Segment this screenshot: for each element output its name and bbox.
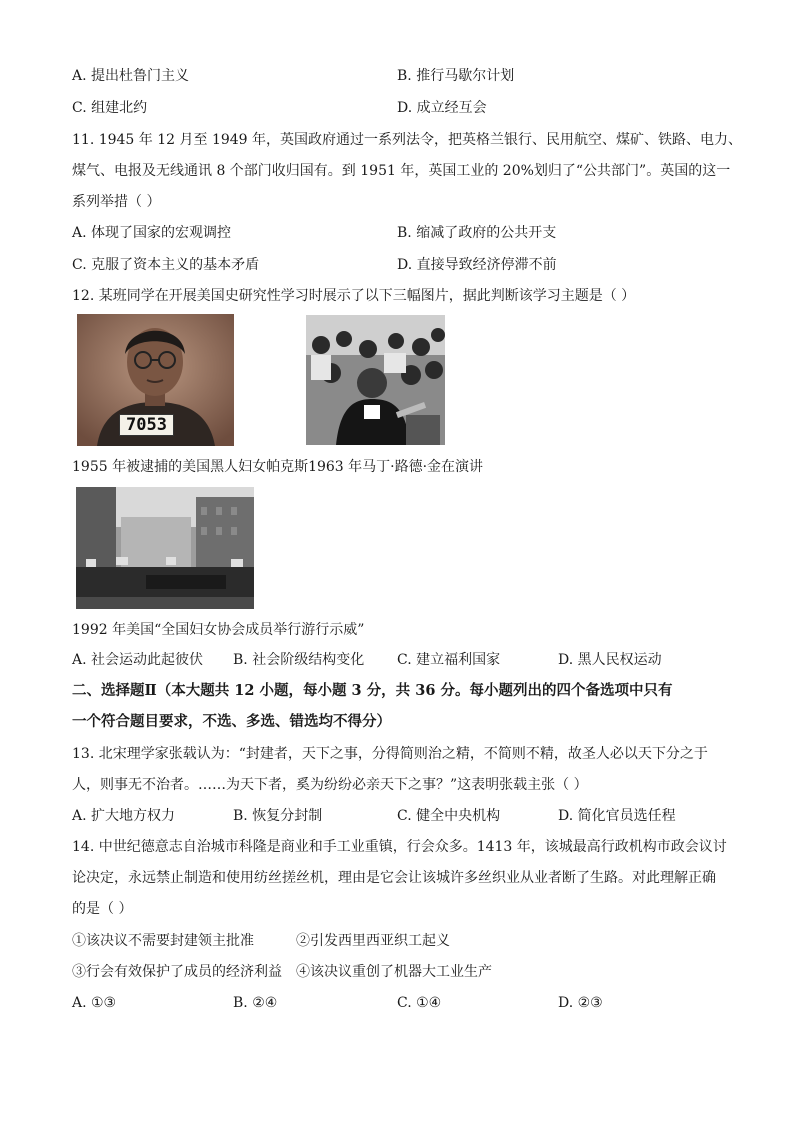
q13-stem-line2: 人，则事无不治者。……为天下者，奚为纷纷必亲天下之事？”这表明张载主张（ ）: [72, 777, 588, 793]
q12-option-b: B. 社会阶级结构变化: [233, 652, 365, 668]
q12-option-d: D. 黑人民权运动: [558, 652, 662, 668]
q11-option-b: B. 缩减了政府的公共开支: [397, 225, 557, 241]
q14-option-d: D. ②③: [558, 995, 603, 1011]
section-heading-line2: 一个符合题目要求，不选、多选、错选均不得分）: [72, 713, 391, 730]
section-heading-line1: 二、选择题Ⅱ（本大题共 12 小题，每小题 3 分，共 36 分。每小题列出的四个备选项中只有: [72, 682, 673, 699]
q11-option-a: A. 体现了国家的宏观调控: [72, 225, 232, 241]
photo-king-speech: [306, 315, 445, 445]
q13-option-a: A. 扩大地方权力: [72, 808, 176, 824]
q11-option-c: C. 克服了资本主义的基本矛盾: [72, 257, 260, 273]
q14-statement-2: ②引发西里西亚织工起义: [296, 933, 450, 949]
q14-option-b: B. ②④: [233, 995, 278, 1011]
photo-womens-march: [76, 487, 254, 609]
q10-option-a: A. 提出杜鲁门主义: [72, 68, 190, 84]
q10-option-b: B. 推行马歇尔计划: [397, 68, 515, 84]
q13-option-c: C. 健全中央机构: [397, 808, 501, 824]
q11-option-d: D. 直接导致经济停滞不前: [397, 257, 557, 273]
q12-photo-caption-1: 1955 年被逮捕的美国黑人妇女帕克斯1963 年马丁·路德·金在演讲: [72, 459, 484, 475]
q14-stem-line3: 的是（ ）: [72, 901, 133, 917]
q14-stem-line1: 14. 中世纪德意志自治城市科隆是商业和手工业重镇，行会众多。1413 年，该城最高行政机构市政会议讨: [72, 839, 727, 855]
photo-parks-mugshot: [77, 314, 234, 446]
q14-statement-3: ③行会有效保护了成员的经济利益: [72, 964, 282, 980]
q11-stem-line2: 煤气、电报及无线通讯 8 个部门收归国有。到 1951 年，英国工业的 20%划归了“公共部门”。英国的这一: [72, 163, 731, 179]
q10-option-c: C. 组建北约: [72, 100, 148, 116]
photo-number-plate: 7053: [119, 414, 174, 436]
q14-stem-line2: 论决定，永远禁止制造和使用纺丝搓丝机，理由是它会让该城许多丝织业从业者断了生路。对此理解正确: [72, 870, 716, 886]
q14-option-a: A. ①③: [72, 995, 117, 1011]
q11-stem-line3: 系列举措（ ）: [72, 194, 161, 210]
q13-option-b: B. 恢复分封制: [233, 808, 323, 824]
q14-statement-1: ①该决议不需要封建领主批准: [72, 933, 254, 949]
q12-photo-caption-2: 1992 年美国“全国妇女协会成员举行游行示威”: [72, 622, 365, 638]
q10-option-d: D. 成立经互会: [397, 100, 487, 116]
q11-stem-line1: 11. 1945 年 12 月至 1949 年，英国政府通过一系列法令，把英格兰银行、民用航空、煤矿、铁路、电力、: [72, 132, 743, 148]
q12-option-c: C. 建立福利国家: [397, 652, 501, 668]
q14-statement-4: ④该决议重创了机器大工业生产: [296, 964, 492, 980]
q13-stem-line1: 13. 北宋理学家张载认为：“封建者，天下之事，分得简则治之精，不简则不精，故圣人必以天下分之于: [72, 746, 708, 762]
q14-option-c: C. ①④: [397, 995, 442, 1011]
q12-option-a: A. 社会运动此起彼伏: [72, 652, 204, 668]
q13-option-d: D. 简化官员选任程: [558, 808, 676, 824]
q12-stem: 12. 某班同学在开展美国史研究性学习时展示了以下三幅图片，据此判断该学习主题是（ ）: [72, 288, 636, 304]
